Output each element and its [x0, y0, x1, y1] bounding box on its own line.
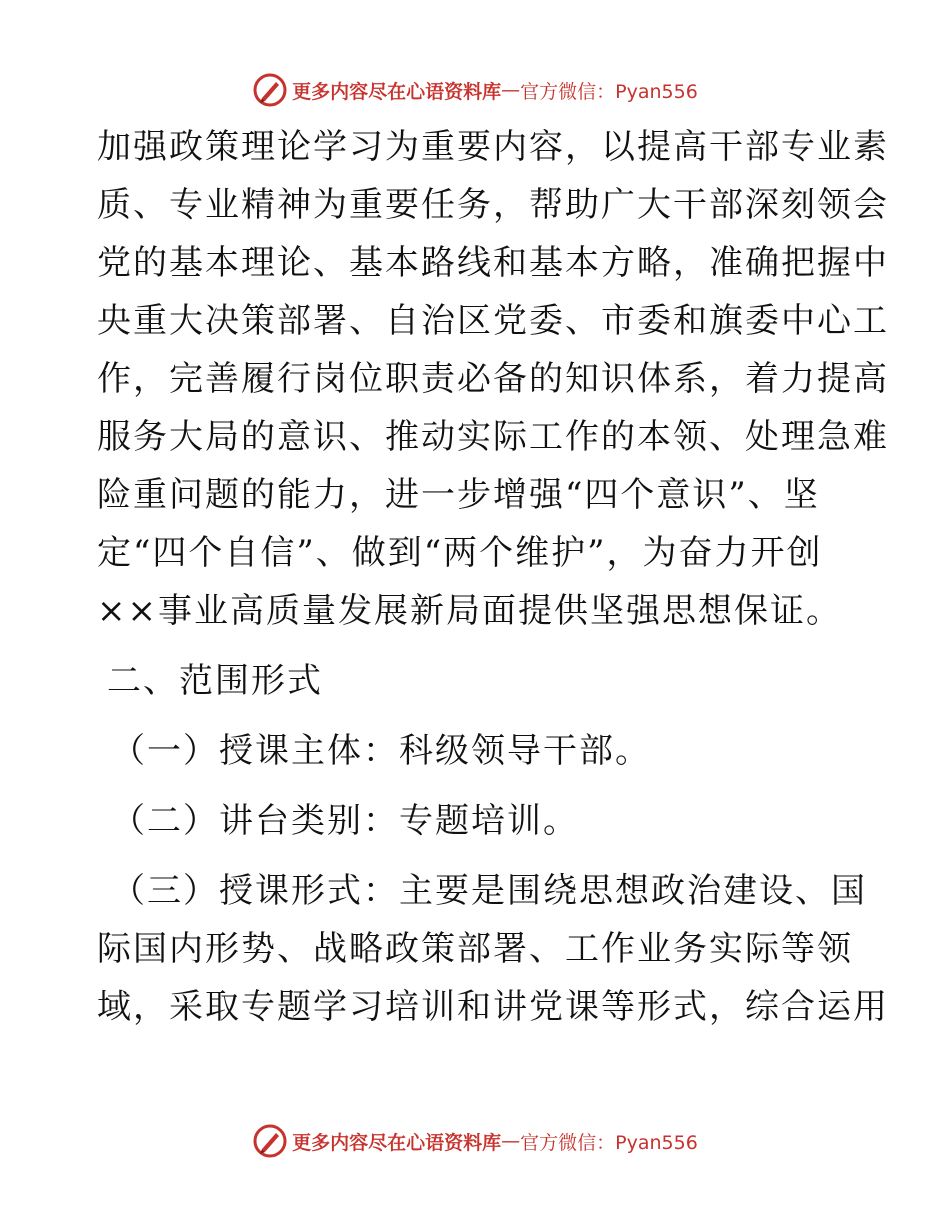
item-line: 域，采取专题学习培训和讲党课等形式，综合运用 [97, 987, 889, 1027]
item-line: （三）授课形式：主要是围绕思想政治建设、国 [111, 871, 867, 911]
list-item-lecture-category: （二）讲台类别：专题培训。 [111, 801, 579, 841]
list-item-teaching-form [97, 862, 889, 1036]
section-heading: 二、范围形式 [107, 661, 323, 701]
header-ad-text: 更多内容尽在心语资料库 [292, 80, 502, 103]
footer-watermark-banner [0, 1121, 950, 1161]
document-body [97, 118, 889, 1036]
pen-logo-icon [252, 72, 288, 108]
paragraph-line: 加强政策理论学习为重要内容，以提高干部专业素 [97, 127, 889, 167]
paragraph-line: 服务大局的意识、推动实际工作的本领、处理急难 [97, 417, 889, 457]
paragraph-line: 党的基本理论、基本路线和基本方略，准确把握中 [97, 243, 889, 283]
header-watermark-banner [0, 70, 950, 110]
header-ad-separator: — [501, 79, 521, 101]
paragraph-line: 定“四个自信”、做到“两个维护”，为奋力开创 [97, 533, 823, 573]
footer-ad-separator: — [501, 1130, 521, 1152]
paragraph-line: 作，完善履行岗位职责必备的知识体系，着力提高 [97, 359, 889, 399]
pen-logo-icon [252, 1123, 288, 1159]
footer-ad-text: 更多内容尽在心语资料库 [292, 1131, 502, 1154]
header-ad-wechat: 官方微信：Pyan556 [520, 80, 698, 103]
paragraph-line: ××事业高质量发展新局面提供坚强思想保证。 [97, 591, 842, 631]
paragraph-line: 险重问题的能力，进一步增强“四个意识”、坚 [97, 475, 820, 515]
footer-ad-wechat: 官方微信：Pyan556 [520, 1131, 698, 1154]
list-item-teaching-subject: （一）授课主体：科级领导干部。 [111, 731, 651, 771]
item-line: 际国内形势、战略政策部署、工作业务实际等领 [97, 929, 853, 969]
paragraph-line: 央重大决策部署、自治区党委、市委和旗委中心工 [97, 301, 889, 341]
paragraph-line: 质、专业精神为重要任务，帮助广大干部深刻领会 [97, 185, 889, 225]
body-paragraph [97, 118, 889, 640]
